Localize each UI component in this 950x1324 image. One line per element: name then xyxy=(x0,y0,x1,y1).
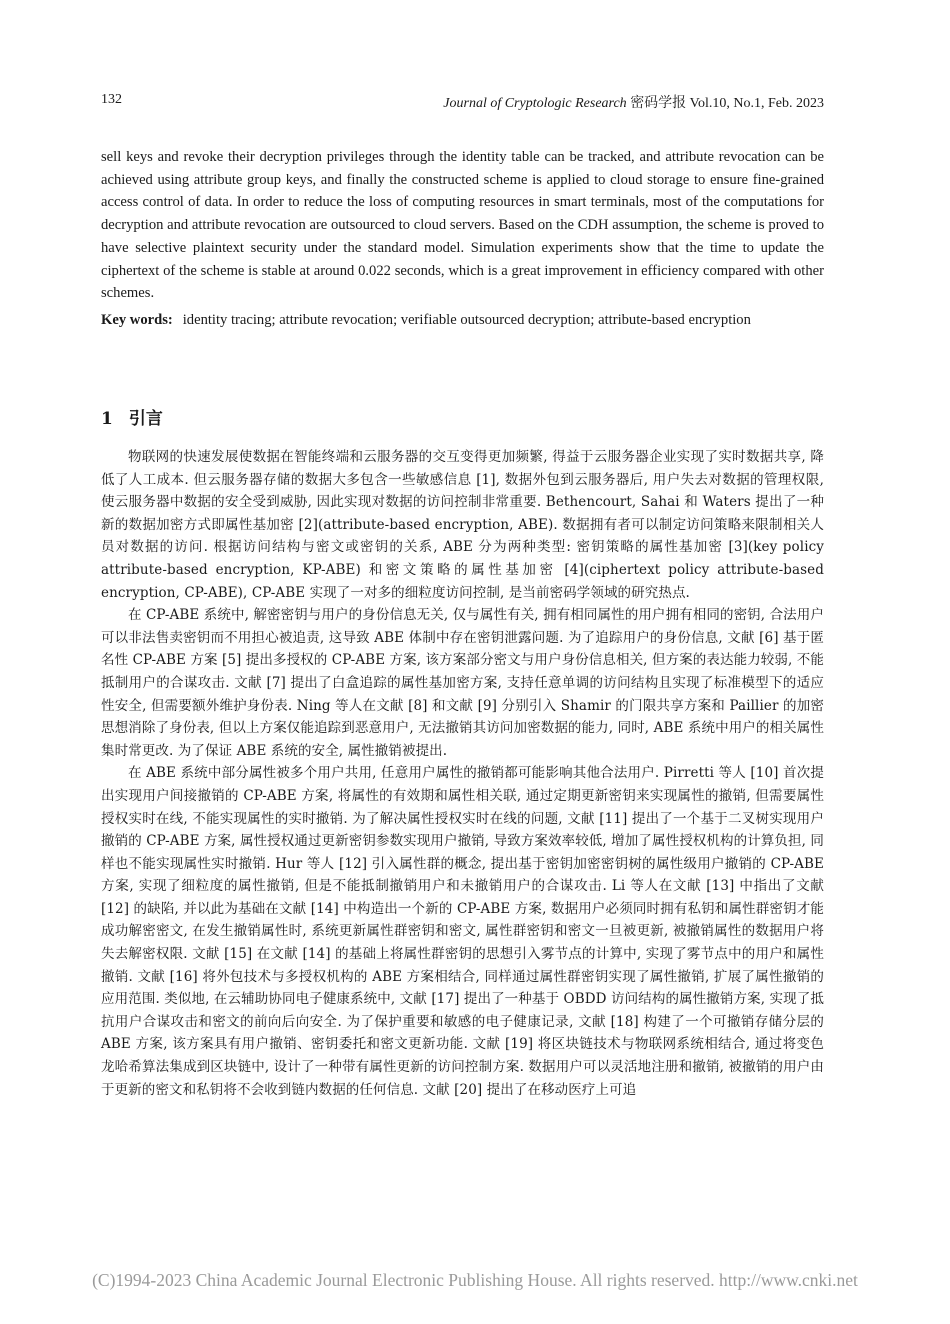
paragraph: 在 ABE 系统中部分属性被多个用户共用, 任意用户属性的撤销都可能影响其他合法用户. Pirretti 等人 [10] 首次提出实现用户间接撤销的 CP-ABE 方案, 将属性的有效期和属性相关联, 通过定期更新密钥来实现属性的撤销, 但需要属性授权实时在线, 不能实现属性的实时撤销. 为了解决属性授权实时在线的问题, 文献 [11] 提出了一个基于二叉树实现用户撤销的 CP-ABE 方案, 属性授权通过更新密钥参数实现用户撤销, 导致方案效率较低, 增加了属性授权机构的计算负担, 同样也不能实现属性实时撤销. Hur 等人 [12] 引入属性群的概念, 提出基于密钥加密密钥树的属性级用户撤销的 CP-ABE 方案, 实现了细粒度的属性撤销, 但是不能抵制撤销用户和未撤销用户的合谋攻击. Li 等人在文献 [13] 中指出了文献 [12] 的缺陷, 并以此为基础在文献 [14] 中构造出一个新的 CP-ABE 方案, 数据用户必须同时拥有私钥和属性群密钥才能成功解密密文, 在发生撤销属性时, 系统更新属性群密钥和密文, 属性群密钥和密文一旦被更新, 被撤销属性的数据用户将失去解密权限. 文献 [15] 在文献 [14] 的基础上将属性群密钥的思想引入雾节点的计算中, 实现了雾节点中的用户和属性撤销. 文献 [16] 将外包技术与多授权机构的 ABE 方案相结合, 同样通过属性群密钥实现了属性撤销, 扩展了属性撤销的应用范围. 类似地, 在云辅助协同电子健康系统中, 文献 [17] 提出了一种基于 OBDD 访问结构的属性撤销方案, 实现了抵抗用户合谋攻击和密文的前向后向安全. 为了保护重要和敏感的电子健康记录, 文献 [18] 构建了一个可撤销存储分层的 ABE 方案, 该方案具有用户撤销、密钥委托和密文更新功能. 文献 [19] 将区块链技术与物联网系统相结合, 通过将变色龙哈希算法集成到区块链中, 设计了一种带有属性更新的访问控制方案. 数据用户可以灵活地注册和撤销, 被撤销的用户由于更新的密文和私钥将不会收到链内数据的任何信息. 文献 [20] 提出了在移动医疗上可追 xyxy=(101,765,824,1098)
paragraph: 在 CP-ABE 系统中, 解密密钥与用户的身份信息无关, 仅与属性有关, 拥有相同属性的用户拥有相同的密钥, 合法用户可以非法售卖密钥而不用担心被追责, 这导致 ABE 体制中存在密钥泄露问题. 为了追踪用户的身份信息, 文献 [6] 基于匿名性 CP-ABE 方案 [5] 提出多授权的 CP-ABE 方案, 该方案部分密文与用户身份信息相关, 但方案的表达能力较弱, 不能抵制用户的合谋攻击. 文献 [7] 提出了白盒追踪的属性基加密方案, 支持任意单调的访问结构且实现了标准模型下的适应性安全, 但需要额外维护身份表. Ning 等人在文献 [8] 和文献 [9] 分别引入 Shamir 的门限共享方案和 Paillier 的加密思想消除了身份表, 但以上方案仅能追踪到恶意用户, 无法撤销其访问加密数据的能力, 同时, ABE 系统中用户的相关属性集时常更改. 为了保证 ABE 系统的安全, 属性撤销被提出. xyxy=(101,607,824,759)
section-number: 1 xyxy=(101,409,113,429)
journal-title-english: Journal of Cryptologic Research xyxy=(443,96,627,111)
keywords-text: identity tracing; attribute revocation; verifiable outsourced decryption; attribute-based encryption xyxy=(182,311,751,328)
journal-issue-info: 密码学报 Vol.10, No.1, Feb. 2023 xyxy=(630,96,824,111)
page-number: 132 xyxy=(101,92,122,107)
running-header xyxy=(101,92,824,112)
keywords-line xyxy=(101,309,824,332)
body-text xyxy=(101,446,824,1101)
copyright-watermark: (C)1994-2023 China Academic Journal Electronic Publishing House. All rights reserved. http://www.cnki.net xyxy=(92,1270,858,1290)
abstract-text: sell keys and revoke their decryption privileges through the identity table can be tracked, and attribute revocation can be achieved using attribute group keys, and finally the constructed scheme is applied to cloud storage to ensure fine-grained access control of data. In order to reduce the loss of computing resources in smart terminals, most of the computations for decryption and attribute revocation are outsourced to cloud servers. Based on the CDH assumption, the scheme is proved to have selective plaintext security under the standard model. Simulation experiments show that the time to update the ciphertext of the scheme is stable at around 0.022 seconds, which is a great improvement in efficiency compared with other schemes. xyxy=(101,149,824,302)
journal-title xyxy=(443,92,824,112)
paragraph: 物联网的快速发展使数据在智能终端和云服务器的交互变得更加频繁, 得益于云服务器企业实现了实时数据共享, 降低了人工成本. 但云服务器存储的数据大多包含一些敏感信息 [1], 数据外包到云服务器后, 用户失去对数据的管理权限, 使云服务器中数据的安全受到威胁, 因此实现对数据的访问控制非常重要. Bethencourt, Sahai 和 Waters 提出了一种新的数据加密方式即属性基加密 [2](attribute-based encryption, ABE). 数据拥有者可以制定访问策略来限制相关人员对数据的访问. 根据访问结构与密文或密钥的关系, ABE 分为两种类型: 密钥策略的属性基加密 [3](key policy attribute-based encryption, KP-ABE) 和密文策略的属性基加密 [4](ciphertext policy attribute-based encryption, CP-ABE), CP-ABE 实现了一对多的细粒度访问控制, 是当前密码学领域的研究热点. xyxy=(101,449,824,601)
keywords-label: Key words: xyxy=(101,311,173,328)
section-title: 引言 xyxy=(128,409,163,429)
abstract-block xyxy=(101,146,824,332)
section-heading xyxy=(101,404,824,429)
